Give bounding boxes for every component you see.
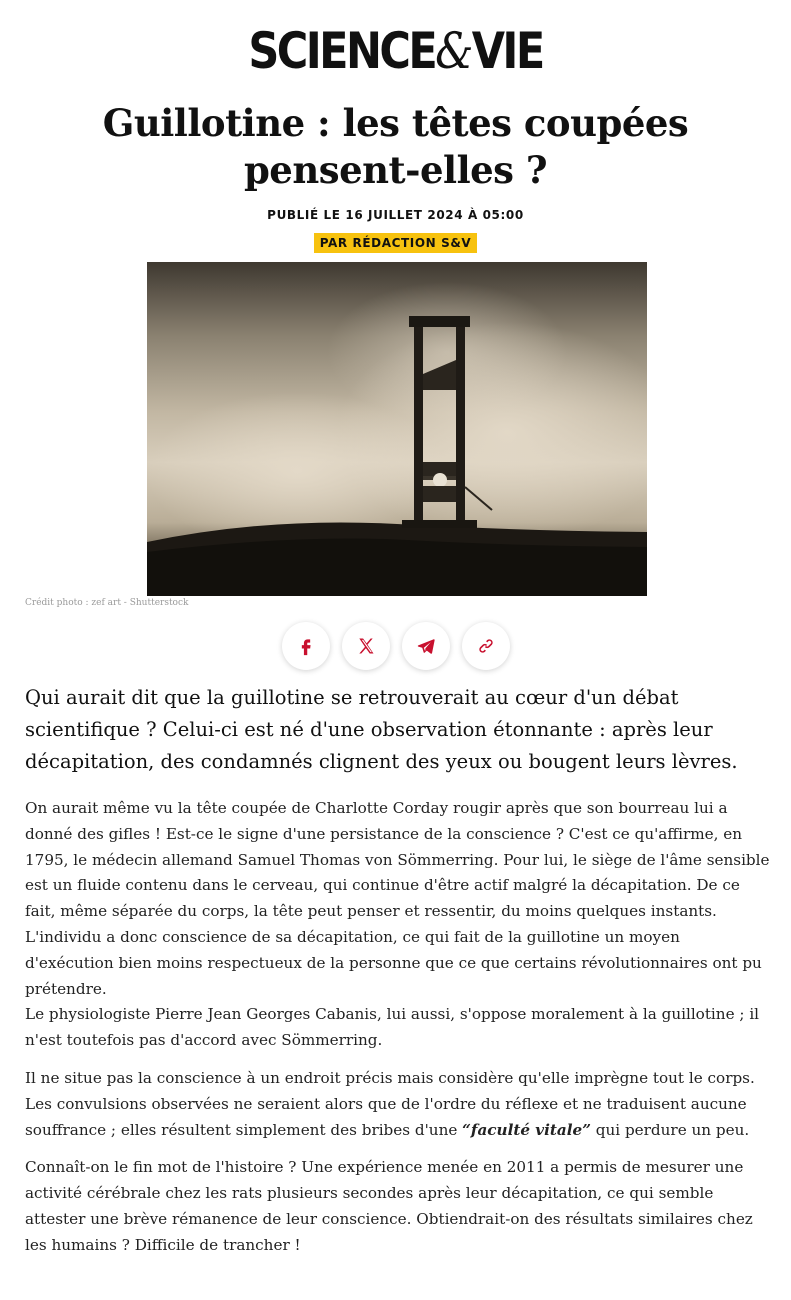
telegram-icon bbox=[416, 636, 436, 656]
article-lead: Qui aurait dit que la guillotine se retrouverait au cœur d'un débat scientifique ? Celui-ci est né d'une observation étonnante : après leur décapitation, des condamnés clignent des yeux ou bougent leurs lèvres. bbox=[25, 686, 738, 773]
share-facebook-button[interactable] bbox=[282, 622, 330, 670]
facebook-icon bbox=[296, 636, 316, 656]
author-container bbox=[0, 232, 791, 253]
photo-credit: Crédit photo : zef art - Shutterstock bbox=[25, 598, 189, 608]
site-logo[interactable] bbox=[55, 22, 735, 80]
share-link-button[interactable] bbox=[462, 622, 510, 670]
x-icon bbox=[356, 636, 376, 656]
article-title: Guillotine : les têtes coupées pensent-elles ? bbox=[102, 101, 689, 192]
author-badge[interactable]: PAR RÉDACTION S&V bbox=[314, 233, 478, 253]
body-text: qui perdure un peu. bbox=[595, 1120, 750, 1139]
logo-ampersand: & bbox=[435, 22, 472, 80]
logo-text-vie: VIE bbox=[471, 22, 543, 80]
body-paragraph bbox=[25, 1066, 770, 1143]
body-paragraph: Le physiologiste Pierre Jean Georges Cabanis, lui aussi, s'oppose moralement à la guillotine ; il n'est toutefois pas d'accord avec Sömmerring. bbox=[25, 1005, 760, 1050]
share-bar bbox=[282, 622, 510, 672]
publish-date: PUBLIÉ LE 16 JUILLET 2024 À 05:00 bbox=[267, 208, 524, 222]
body-text: Il ne situe pas la conscience à un endroit précis mais considère qu'elle imprègne tout le corps. Les convulsions observées ne seraient alors que de l'ordre du réflexe et ne traduisent aucune souffrance ; elles résultent simplement des bribes d'une bbox=[25, 1068, 755, 1139]
link-icon bbox=[476, 636, 496, 656]
share-telegram-button[interactable] bbox=[402, 622, 450, 670]
share-x-button[interactable] bbox=[342, 622, 390, 670]
guillotine-illustration bbox=[147, 262, 647, 596]
article-body bbox=[25, 796, 770, 1271]
hero-image bbox=[147, 262, 647, 596]
quoted-term: “faculté vitale” bbox=[462, 1120, 591, 1139]
body-paragraph: Connaît-on le fin mot de l'histoire ? Une expérience menée en 2011 a permis de mesurer une activité cérébrale chez les rats plusieurs secondes après leur décapitation, ce qui semble attester une brève rémanence de leur conscience. Obtiendrait-on des résultats similaires chez les humains ? Difficile de trancher ! bbox=[25, 1158, 753, 1254]
body-paragraph: On aurait même vu la tête coupée de Charlotte Corday rougir après que son bourreau lui a donné des gifles ! Est-ce le signe d'une persistance de la conscience ? C'est ce qu'affirme, en 1795, le médecin allemand Samuel Thomas von Sömmerring. Pour lui, le siège de l'âme sensible est un fluide contenu dans le cerveau, qui continue d'être actif malgré la décapitation. De ce fait, même séparée du corps, la tête peut penser et ressentir, du moins quelques instants. L'individu a donc conscience de sa décapitation, ce qui fait de la guillotine un moyen d'exécution bien moins respectueux de la personne que ce que certains révolutionnaires ont pu prétendre. bbox=[25, 799, 770, 998]
logo-text-science: SCIENCE bbox=[248, 22, 436, 80]
